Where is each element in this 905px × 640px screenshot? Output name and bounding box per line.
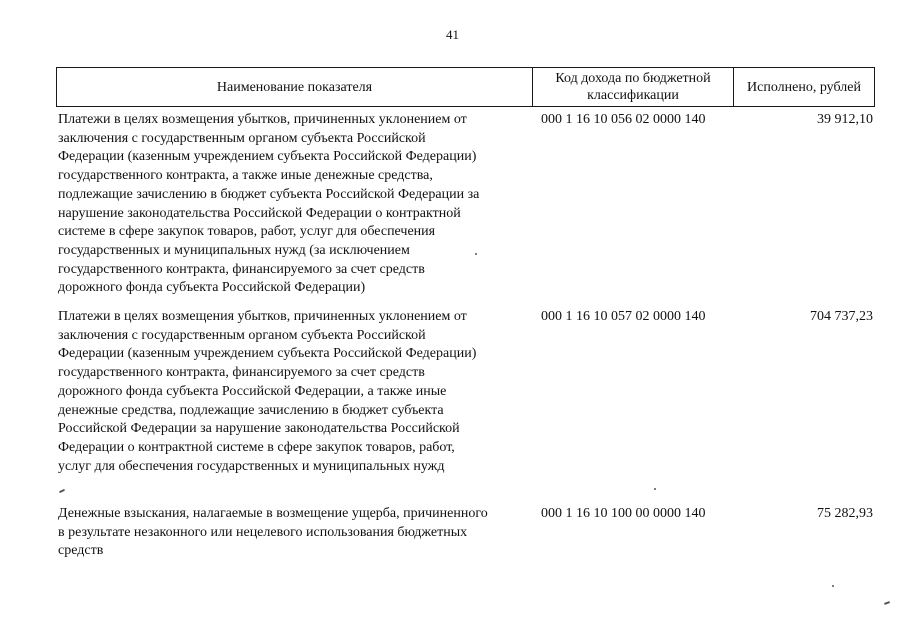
- text-line: Российской Федерации за нарушение законодательства Российской: [58, 421, 460, 437]
- header-indicator-name: Наименование показателя: [57, 68, 533, 106]
- text-line: Федерации о контрактной системе в сфере закупок товаров, работ,: [58, 439, 455, 455]
- row-budget-code: 000 1 16 10 057 02 0000 140: [541, 309, 706, 324]
- header-budget-code-line1: Код дохода по бюджетной: [555, 71, 711, 86]
- row-executed-amount: 704 737,23: [810, 309, 873, 324]
- table-header: [56, 67, 875, 107]
- text-line: подлежащие зачислению в бюджет субъекта Российской Федерации за: [58, 186, 480, 202]
- header-executed-amount: Исполнено, рублей: [747, 79, 861, 95]
- text-line: денежные средства, подлежащие зачислению в бюджет субъекта: [58, 402, 444, 418]
- row-indicator-name: [58, 111, 532, 298]
- text-line: заключения с государственным органом субъекта Российской: [58, 130, 426, 146]
- header-budget-code-line2: классификации: [587, 88, 679, 103]
- row-executed-amount: 39 912,10: [817, 112, 873, 127]
- row-indicator-name: [58, 505, 532, 561]
- scan-speck: [884, 601, 890, 605]
- scan-speck: [654, 488, 656, 490]
- text-line: заключения с государственным органом субъекта Российской: [58, 327, 426, 343]
- text-line: Федерации (казенным учреждением субъекта Российской Федерации): [58, 346, 477, 362]
- text-line: государственного контракта, финансируемого за счет средств: [58, 365, 425, 381]
- header-budget-code: [533, 68, 734, 106]
- row-executed-amount: 75 282,93: [817, 506, 873, 521]
- text-line: средств: [58, 543, 104, 559]
- scan-speck: [832, 585, 834, 587]
- text-line: Денежные взыскания, налагаемые в возмещение ущерба, причиненного: [58, 506, 488, 521]
- text-line: государственного контракта, а также иные денежные средства,: [58, 168, 433, 184]
- text-line: государственного контракта, финансируемого за счет средств: [58, 261, 425, 277]
- text-line: в результате незаконного или нецелевого использования бюджетных: [58, 524, 468, 540]
- row-budget-code: 000 1 16 10 100 00 0000 140: [541, 506, 706, 521]
- text-line: нарушение законодательства Российской Федерации о контрактной: [58, 205, 461, 221]
- text-line: услуг для обеспечения государственных и муниципальных нужд: [58, 458, 445, 474]
- row-indicator-name: [58, 308, 532, 476]
- scan-speck: [475, 253, 477, 255]
- text-line: дорожного фонда субъекта Российской Федерации): [58, 280, 366, 296]
- scan-speck: [59, 489, 65, 493]
- text-line: Федерации (казенным учреждением субъекта Российской Федерации): [58, 149, 477, 165]
- row-budget-code: 000 1 16 10 056 02 0000 140: [541, 112, 706, 127]
- text-line: Платежи в целях возмещения убытков, причиненных уклонением от: [58, 112, 467, 127]
- text-line: государственных и муниципальных нужд (за исключением: [58, 242, 410, 258]
- text-line: дорожного фонда субъекта Российской Федерации, а также иные: [58, 383, 447, 399]
- text-line: системе в сфере закупок товаров, работ, услуг для обеспечения: [58, 224, 436, 240]
- page-number: 41: [446, 27, 459, 42]
- text-line: Платежи в целях возмещения убытков, причиненных уклонением от: [58, 309, 467, 324]
